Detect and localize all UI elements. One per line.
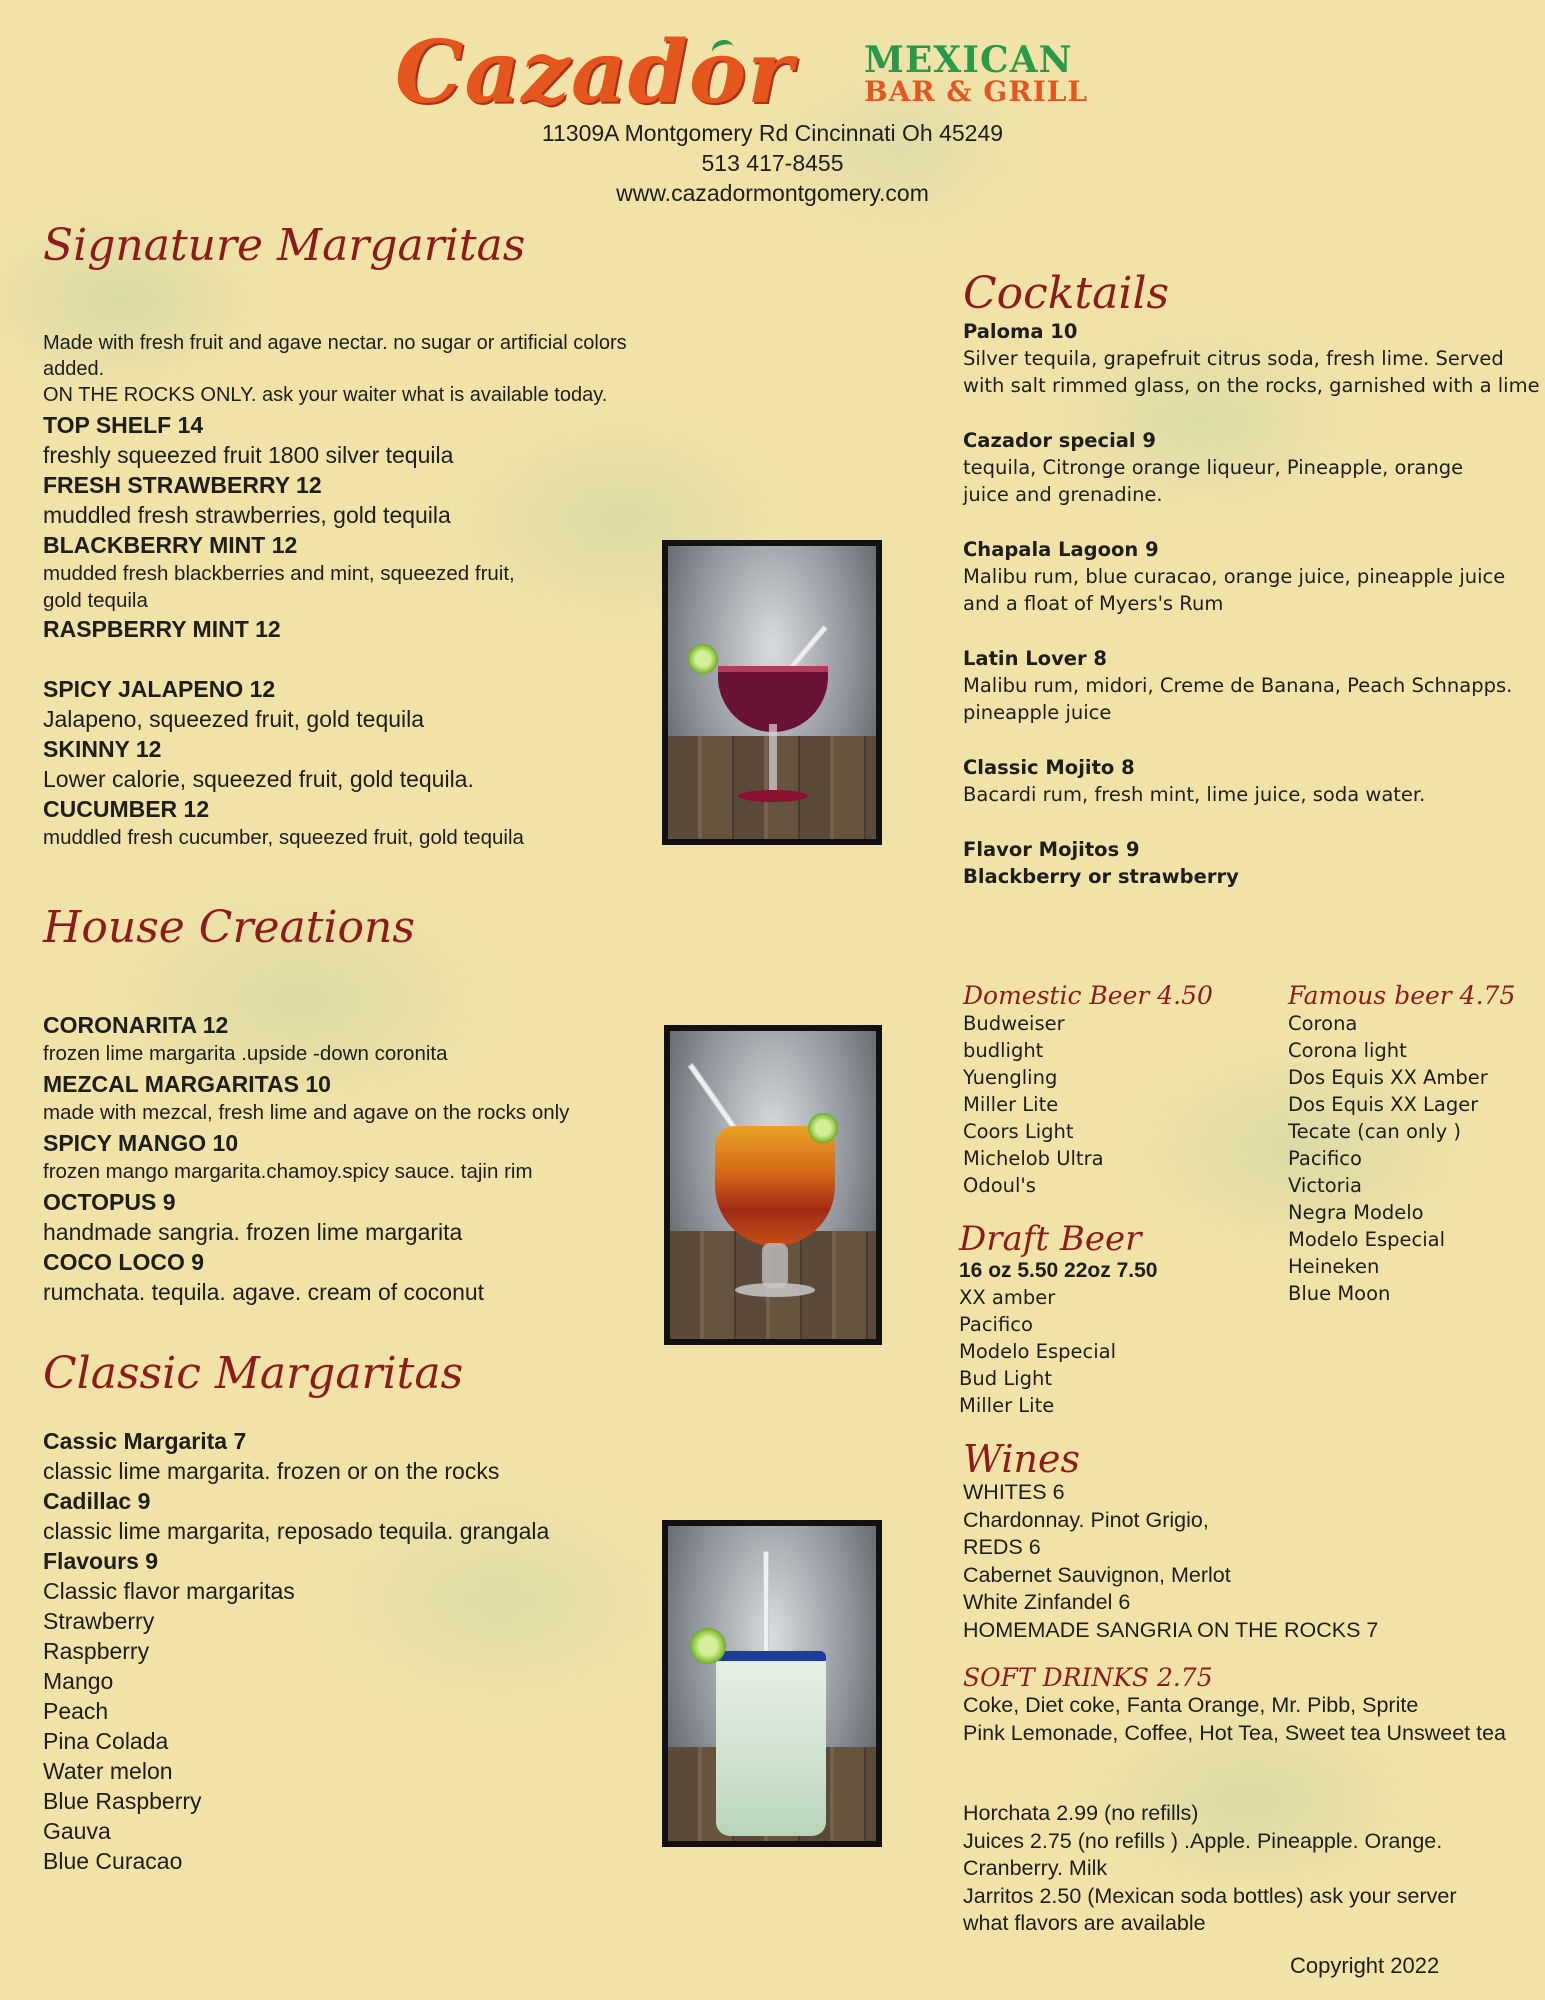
flavor-item: Mango xyxy=(43,1668,114,1694)
wine-line: REDS 6 xyxy=(963,1535,1041,1559)
signature-intro-line: ON THE ROCKS ONLY. ask your waiter what is available today. xyxy=(43,384,608,406)
menu-item-desc: frozen mango margarita.chamoy.spicy sauce. tajin rim xyxy=(43,1160,533,1183)
cocktail-name: Classic Mojito 8 xyxy=(963,756,1135,779)
cocktail-desc: and a float of Myers's Rum xyxy=(963,592,1224,615)
soft-drink-list xyxy=(963,1692,1506,1747)
beer-item: Tecate (can only ) xyxy=(1288,1120,1461,1143)
section-title-domestic-beer: Domestic Beer 4.50 xyxy=(963,981,1213,1010)
brand-logo-wordmark: Cazador xyxy=(395,22,794,123)
cocktail-name: Paloma 10 xyxy=(963,320,1078,343)
flavor-item: Raspberry xyxy=(43,1638,150,1664)
menu-item-name: SKINNY 12 xyxy=(43,736,162,762)
menu-item-desc: handmade sangria. frozen lime margarita xyxy=(43,1219,463,1245)
house-list xyxy=(43,1010,683,1307)
beer-item: Miller Lite xyxy=(959,1394,1055,1417)
other-drink-line: Cranberry. Milk xyxy=(963,1856,1108,1880)
famous-beer-list xyxy=(1288,1010,1488,1307)
website-link[interactable]: www.cazadormontgomery.com xyxy=(616,180,929,206)
beer-item: Bud Light xyxy=(959,1367,1052,1390)
other-drink-line: Horchata 2.99 (no refills) xyxy=(963,1801,1199,1825)
section-title-classic-margaritas: Classic Margaritas xyxy=(43,1348,464,1399)
beer-item: budlight xyxy=(963,1039,1044,1062)
section-title-draft-beer: Draft Beer xyxy=(959,1219,1142,1259)
draft-beer-list xyxy=(959,1257,1157,1419)
wine-line: WHITES 6 xyxy=(963,1480,1065,1504)
beer-item: Corona xyxy=(1288,1012,1358,1035)
menu-item-desc: Lower calorie, squeezed fruit, gold tequila. xyxy=(43,766,474,792)
beer-item: Pacifico xyxy=(959,1313,1033,1336)
signature-intro xyxy=(43,330,653,408)
beer-item: Pacifico xyxy=(1288,1147,1362,1170)
flavor-item: Strawberry xyxy=(43,1608,155,1634)
cocktail-desc: with salt rimmed glass, on the rocks, garnished with a lime xyxy=(963,374,1540,397)
menu-item-desc: classic lime margarita. frozen or on the rocks xyxy=(43,1458,500,1484)
menu-item-name: OCTOPUS 9 xyxy=(43,1189,176,1215)
menu-item-desc: muddled fresh cucumber, squeezed fruit, gold tequila xyxy=(43,826,524,849)
menu-item-name: SPICY JALAPENO 12 xyxy=(43,676,276,702)
cocktail-desc: juice and grenadine. xyxy=(963,483,1163,506)
brand-subtitle-mexican: MEXICAN xyxy=(864,39,1073,81)
photo-spicy-mango xyxy=(664,1025,882,1345)
beer-item: Coors Light xyxy=(963,1120,1074,1143)
menu-item-desc: gold tequila xyxy=(43,589,148,612)
cocktail-desc: Malibu rum, midori, Creme de Banana, Peach Schnapps. xyxy=(963,674,1513,697)
menu-item-name: CORONARITA 12 xyxy=(43,1012,229,1038)
section-title-cocktails: Cocktails xyxy=(963,268,1170,319)
phone: 513 417-8455 xyxy=(701,150,844,176)
photo-classic-margarita xyxy=(662,1520,882,1847)
beer-item: Negra Modelo xyxy=(1288,1201,1424,1224)
beer-item: Blue Moon xyxy=(1288,1282,1391,1305)
draft-beer-price: 16 oz 5.50 22oz 7.50 xyxy=(959,1259,1158,1282)
menu-item-desc: frozen lime margarita .upside -down coronita xyxy=(43,1042,448,1065)
cocktail-desc: tequila, Citronge orange liqueur, Pineapple, orange xyxy=(963,456,1464,479)
menu-item-name: TOP SHELF 14 xyxy=(43,412,204,438)
other-drink-line: what flavors are available xyxy=(963,1911,1206,1935)
beer-item: Heineken xyxy=(1288,1255,1380,1278)
menu-item-name: FRESH STRAWBERRY 12 xyxy=(43,472,322,498)
section-title-house-creations: House Creations xyxy=(43,902,415,953)
flavor-item: Blue Raspberry xyxy=(43,1788,202,1814)
beer-item: Dos Equis XX Amber xyxy=(1288,1066,1488,1089)
menu-item-desc: Jalapeno, squeezed fruit, gold tequila xyxy=(43,706,425,732)
section-title-signature-margaritas: Signature Margaritas xyxy=(43,220,526,271)
cocktail-name: Latin Lover 8 xyxy=(963,647,1107,670)
cocktail-desc: Bacardi rum, fresh mint, lime juice, soda water. xyxy=(963,783,1426,806)
other-drink-line: Juices 2.75 (no refills ) .Apple. Pineapple. Orange. xyxy=(963,1828,1443,1853)
menu-item-desc: rumchata. tequila. agave. cream of coconut xyxy=(43,1279,485,1305)
flavor-item: Peach xyxy=(43,1698,109,1724)
beer-item: Victoria xyxy=(1288,1174,1363,1197)
menu-item-name: COCO LOCO 9 xyxy=(43,1249,205,1275)
address: 11309A Montgomery Rd Cincinnati Oh 45249 xyxy=(541,120,1004,146)
domestic-beer-list xyxy=(963,1010,1104,1199)
classic-list xyxy=(43,1426,653,1876)
cocktail-desc: Silver tequila, grapefruit citrus soda, fresh lime. Served xyxy=(963,347,1504,370)
cocktail-name: Flavor Mojitos 9 xyxy=(963,838,1140,861)
beer-item: Miller Lite xyxy=(963,1093,1059,1116)
menu-item-name: Cadillac 9 xyxy=(43,1488,151,1514)
menu-item-desc: mudded fresh blackberries and mint, squeezed fruit, xyxy=(43,562,515,585)
beer-item: Corona light xyxy=(1288,1039,1407,1062)
beer-item: Yuengling xyxy=(963,1066,1058,1089)
menu-item-desc: freshly squeezed fruit 1800 silver tequila xyxy=(43,442,454,468)
cocktail-name: Cazador special 9 xyxy=(963,429,1156,452)
beer-item: XX amber xyxy=(959,1286,1056,1309)
flavor-item: Pina Colada xyxy=(43,1728,169,1754)
beer-item: Budweiser xyxy=(963,1012,1065,1035)
other-drink-line: Jarritos 2.50 (Mexican soda bottles) ask your server xyxy=(963,1883,1457,1908)
menu-item-desc: classic lime margarita, reposado tequila. grangala xyxy=(43,1518,550,1544)
cocktail-desc: Malibu rum, blue curacao, orange juice, pineapple juice xyxy=(963,565,1506,588)
menu-item-desc: muddled fresh strawberries, gold tequila xyxy=(43,502,451,528)
menu-item-desc: Classic flavor margaritas xyxy=(43,1578,295,1604)
beer-item: Michelob Ultra xyxy=(963,1147,1104,1170)
beer-item: Modelo Especial xyxy=(959,1340,1117,1363)
wine-line: Chardonnay. Pinot Grigio, xyxy=(963,1507,1209,1532)
soft-drink-line: Pink Lemonade, Coffee, Hot Tea, Sweet tea Unsweet tea xyxy=(963,1720,1507,1745)
section-title-wines: Wines xyxy=(963,1437,1081,1481)
soft-drink-line: Coke, Diet coke, Fanta Orange, Mr. Pibb, Sprite xyxy=(963,1693,1419,1717)
brand-subtitle-bar-grill: BAR & GRILL xyxy=(864,75,1089,108)
signature-list xyxy=(43,410,653,851)
menu-item-name: SPICY MANGO 10 xyxy=(43,1130,239,1156)
menu-item-name: BLACKBERRY MINT 12 xyxy=(43,532,298,558)
flavor-item: Gauva xyxy=(43,1818,111,1844)
wine-line: HOMEMADE SANGRIA ON THE ROCKS 7 xyxy=(963,1617,1379,1642)
photo-blackberry-margarita xyxy=(662,540,882,845)
copyright: Copyright 2022 xyxy=(1290,1953,1440,1978)
signature-intro-line: Made with fresh fruit and agave nectar. no sugar or artificial colors added. xyxy=(43,332,627,380)
beer-item: Odoul's xyxy=(963,1174,1036,1197)
menu-item-desc: made with mezcal, fresh lime and agave on the rocks only xyxy=(43,1101,570,1124)
cocktail-desc: pineapple juice xyxy=(963,701,1112,724)
menu-item-name: Cassic Margarita 7 xyxy=(43,1428,247,1454)
wine-line: White Zinfandel 6 xyxy=(963,1590,1131,1614)
wine-line: Cabernet Sauvignon, Merlot xyxy=(963,1562,1231,1587)
menu-item-name: RASPBERRY MINT 12 xyxy=(43,616,281,642)
other-drinks-list xyxy=(963,1800,1457,1938)
flavor-item: Blue Curacao xyxy=(43,1848,183,1874)
section-title-soft-drinks: SOFT DRINKS 2.75 xyxy=(963,1663,1213,1692)
beer-item: Modelo Especial xyxy=(1288,1228,1446,1251)
menu-item-name: CUCUMBER 12 xyxy=(43,796,210,822)
cocktail-desc: Blackberry or strawberry xyxy=(963,865,1239,888)
beer-item: Dos Equis XX Lager xyxy=(1288,1093,1479,1116)
cocktail-name: Chapala Lagoon 9 xyxy=(963,538,1159,561)
menu-item-name: MEZCAL MARGARITAS 10 xyxy=(43,1071,331,1097)
menu-item-name: Flavours 9 xyxy=(43,1548,159,1574)
wine-list xyxy=(963,1479,1378,1644)
section-title-famous-beer: Famous beer 4.75 xyxy=(1288,981,1516,1010)
cocktail-list xyxy=(963,318,1543,890)
flavor-item: Water melon xyxy=(43,1758,173,1784)
